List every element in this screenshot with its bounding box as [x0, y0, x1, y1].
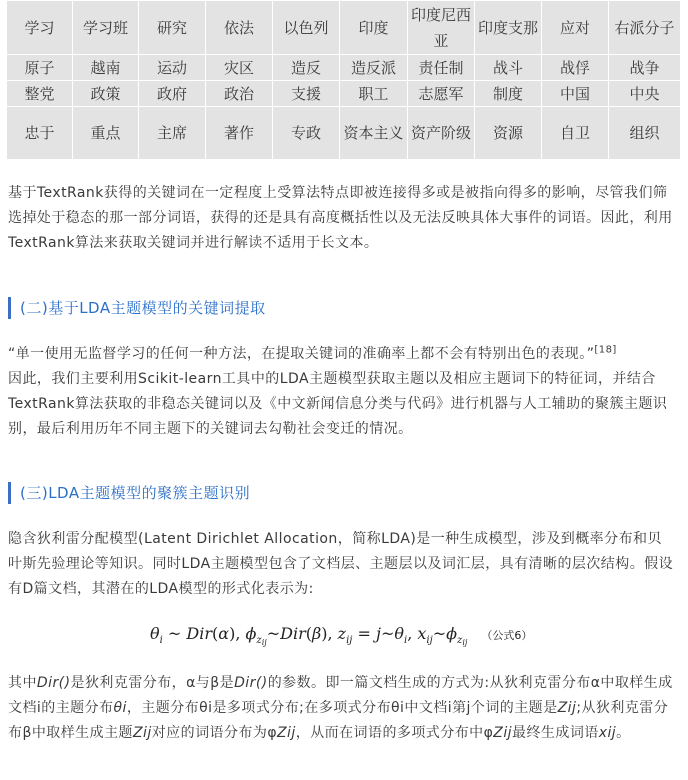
table-cell: 重点: [73, 107, 139, 160]
table-cell: 责任制: [408, 55, 475, 81]
paragraph-lda-generation: 其中Dir()是狄利克雷分布，α与β是Dir()的参数。即一篇文档生成的方式为:从狄利克雷分布α中取样生成文档i的主题分布θi，主题分布θi是多项式分布;在多项式分布θi中文档i第j个词的主题是Zij;从狄利克雷分布β中取样生成主题Zij对应的词语分布为φZij，从而在词语的多项式分布中φZij最终生成词语xij。: [8, 675, 673, 741]
table-cell: 造反: [273, 55, 340, 81]
table-cell: 政府: [139, 81, 206, 107]
paragraph-lda-method: [8, 342, 676, 442]
table-cell: 以色列: [273, 1, 340, 55]
table-cell: 政治: [206, 81, 273, 107]
table-cell: 职工: [340, 81, 408, 107]
paragraph-textrank-conclusion: 基于TextRank获得的关键词在一定程度上受算法特点即被连接得多或是被指向得多的影响，尽管我们筛选掉处于稳态的那一部分词语，获得的还是具有高度概括性以及无法反映具体大事件的词语。因此，利用TextRank算法来获取关键词并进行解读不适用于长文本。: [8, 185, 673, 251]
table-cell: 著作: [206, 107, 273, 160]
citation-ref[interactable]: [18]: [594, 344, 617, 356]
table-cell: 学习班: [73, 1, 139, 55]
table-cell: 印度尼西亚: [408, 1, 475, 55]
table-cell: 资本主义: [340, 107, 408, 160]
table-cell: 资产阶级: [408, 107, 475, 160]
table-cell: 中国: [542, 81, 609, 107]
table-cell: 支援: [273, 81, 340, 107]
paragraph-lda-method-body: 因此，我们主要利用Scikit-learn工具中的LDA主题模型获取主题以及相应主题词下的特征词，并结合TextRank算法获取的非稳态关键词以及《中文新闻信息分类与代码》进行机器与人工辅助的聚簇主题识别，最后利用历年不同主题下的关键词去勾勒社会变迁的情况。: [8, 371, 668, 437]
table-cell: 原子: [7, 55, 73, 81]
lda-formula: $\theta_i$ ~ Dir(α), $\phi_{zij}\sim Dir(\beta)$, $z_{ij}$ = $j\sim\theta_i$, $x_{ij}\sim\phi_{zij}$（公式6）: [150, 624, 533, 647]
table-cell: 专政: [273, 107, 340, 160]
table-cell: 战俘: [542, 55, 609, 81]
table-cell: 战争: [609, 55, 681, 81]
table-cell: 造反派: [340, 55, 408, 81]
table-row: [7, 1, 681, 55]
section-heading-lda-cluster-identification: (三)LDA主题模型的聚簇主题识别: [8, 482, 420, 504]
table-cell: 研究: [139, 1, 206, 55]
table-cell: 志愿军: [408, 81, 475, 107]
table-cell: 灾区: [206, 55, 273, 81]
section-heading-lda-keyword-extraction: (二)基于LDA主题模型的关键词提取: [8, 297, 420, 319]
table-cell: 自卫: [542, 107, 609, 160]
table-cell: 右派分子: [609, 1, 681, 55]
paragraph-lda-definition: 隐含狄利雷分配模型(Latent Dirichlet Allocation，简称LDA)是一种生成模型，涉及到概率分布和贝叶斯先验理论等知识。同时LDA主题模型包含了文档层、主题层以及词汇层，具有清晰的层次结构。假设有D篇文档，其潜在的LDA模型的形式化表示为:: [8, 531, 674, 597]
table-cell: 运动: [139, 55, 206, 81]
table-cell: 应对: [542, 1, 609, 55]
quote-text: “单一使用无监督学习的任何一种方法，在提取关键词的准确率上都不会有特别出色的表现。”: [8, 346, 595, 362]
table-cell: 忠于: [7, 107, 73, 160]
formula-number: （公式6）: [481, 629, 533, 642]
table-row: [7, 55, 681, 81]
keyword-table: [6, 0, 681, 160]
table-row: [7, 81, 681, 107]
table-cell: 资源: [475, 107, 542, 160]
table-cell: 政策: [73, 81, 139, 107]
table-cell: 印度: [340, 1, 408, 55]
table-cell: 主席: [139, 107, 206, 160]
table-cell: 依法: [206, 1, 273, 55]
table-cell: 制度: [475, 81, 542, 107]
table-cell: 组织: [609, 107, 681, 160]
table-cell: 整党: [7, 81, 73, 107]
table-cell: 印度支那: [475, 1, 542, 55]
table-row: [7, 107, 681, 160]
table-cell: 中央: [609, 81, 681, 107]
table-cell: 学习: [7, 1, 73, 55]
table-cell: 越南: [73, 55, 139, 81]
table-cell: 战斗: [475, 55, 542, 81]
